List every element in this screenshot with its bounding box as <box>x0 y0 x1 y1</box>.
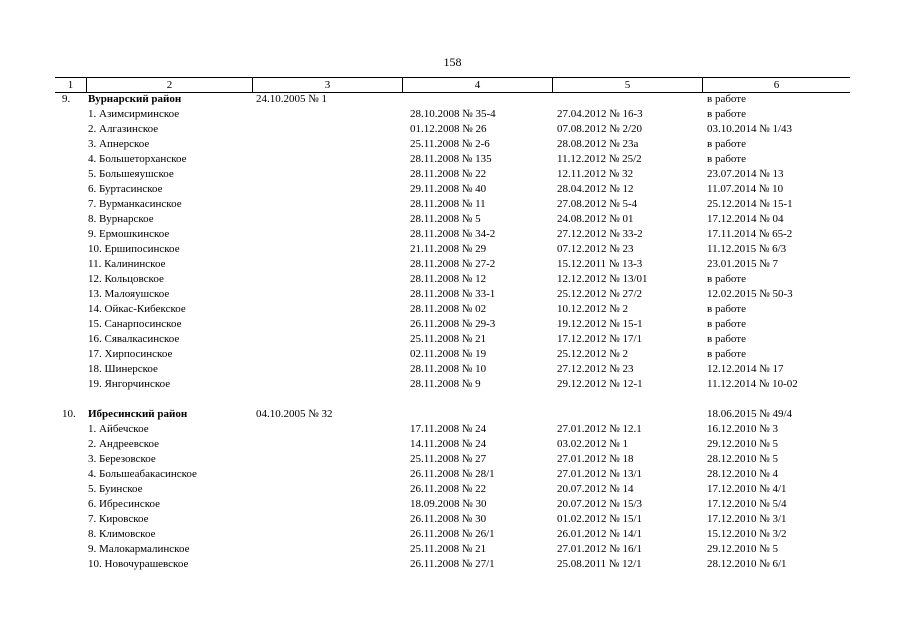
settlement-col4: 26.11.2008 № 22 <box>410 483 487 495</box>
settlement-col6: 17.12.2010 № 4/1 <box>707 483 787 495</box>
settlement-col6: 11.12.2014 № 10-02 <box>707 378 798 390</box>
district-number: 10. <box>62 408 76 420</box>
column-header-1: 1 <box>67 79 74 91</box>
settlement-row <box>0 437 905 452</box>
settlement-name: 17. Хирпосинское <box>88 348 173 360</box>
settlement-row <box>0 362 905 377</box>
settlement-col5: 29.12.2012 № 12-1 <box>557 378 643 390</box>
settlement-col6: 11.07.2014 № 10 <box>707 183 784 195</box>
settlement-name: 5. Большеяушское <box>88 168 174 180</box>
district-col3: 04.10.2005 № 32 <box>256 408 333 420</box>
settlement-name: 2. Андреевское <box>88 438 160 450</box>
settlement-col5: 27.01.2012 № 16/1 <box>557 543 643 555</box>
settlement-col4: 28.11.2008 № 135 <box>410 153 492 165</box>
settlement-name: 9. Малокармалинское <box>88 543 190 555</box>
settlement-col5: 07.12.2012 № 23 <box>557 243 634 255</box>
page-number: 158 <box>443 55 462 69</box>
settlement-row <box>0 152 905 167</box>
settlement-col5: 12.12.2012 № 13/01 <box>557 273 648 285</box>
settlement-col4: 18.09.2008 № 30 <box>410 498 487 510</box>
settlement-col5: 28.04.2012 № 12 <box>557 183 634 195</box>
settlement-col5: 20.07.2012 № 14 <box>557 483 634 495</box>
settlement-col6: 17.11.2014 № 65-2 <box>707 228 793 240</box>
settlement-col5: 26.01.2012 № 14/1 <box>557 528 643 540</box>
table-body <box>0 92 905 572</box>
settlement-name: 12. Кольцовское <box>88 273 164 285</box>
column-header-3: 3 <box>252 78 402 92</box>
settlement-col4: 28.11.2008 № 11 <box>410 198 486 210</box>
settlement-col6: 29.12.2010 № 5 <box>707 543 778 555</box>
settlement-col5: 25.08.2011 № 12/1 <box>557 558 642 570</box>
settlement-col5: 01.02.2012 № 15/1 <box>557 513 643 525</box>
settlement-row <box>0 527 905 542</box>
district-col6: в работе <box>707 93 746 105</box>
settlement-name: 7. Кировское <box>88 513 149 525</box>
settlement-row <box>0 512 905 527</box>
settlement-row <box>0 317 905 332</box>
settlement-col4: 26.11.2008 № 29-3 <box>410 318 496 330</box>
settlement-col5: 12.11.2012 № 32 <box>557 168 634 180</box>
settlement-col4: 28.11.2008 № 9 <box>410 378 481 390</box>
settlement-col6: 17.12.2010 № 3/1 <box>707 513 787 525</box>
settlement-col4: 26.11.2008 № 28/1 <box>410 468 495 480</box>
settlement-col4: 28.11.2008 № 10 <box>410 363 487 375</box>
settlement-row <box>0 287 905 302</box>
settlement-col5: 03.02.2012 № 1 <box>557 438 628 450</box>
settlement-col6: 23.01.2015 № 7 <box>707 258 778 270</box>
settlement-row <box>0 347 905 362</box>
settlement-col6: 17.12.2010 № 5/4 <box>707 498 787 510</box>
settlement-col6: 15.12.2010 № 3/2 <box>707 528 787 540</box>
settlement-row <box>0 242 905 257</box>
settlement-col4: 28.11.2008 № 12 <box>410 273 487 285</box>
settlement-col5: 15.12.2011 № 13-3 <box>557 258 643 270</box>
settlement-col4: 28.11.2008 № 5 <box>410 213 481 225</box>
settlement-col4: 25.11.2008 № 21 <box>410 333 487 345</box>
settlement-col6: 28.12.2010 № 5 <box>707 453 778 465</box>
settlement-col4: 26.11.2008 № 26/1 <box>410 528 495 540</box>
settlement-col4: 25.11.2008 № 27 <box>410 453 487 465</box>
settlement-col4: 28.10.2008 № 35-4 <box>410 108 496 120</box>
settlement-name: 18. Шинерское <box>88 363 158 375</box>
district-row <box>0 407 905 422</box>
settlement-col4: 29.11.2008 № 40 <box>410 183 487 195</box>
settlement-name: 8. Климовское <box>88 528 156 540</box>
settlement-col5: 27.04.2012 № 16-3 <box>557 108 643 120</box>
settlement-col6: в работе <box>707 273 746 285</box>
settlement-col4: 28.11.2008 № 33-1 <box>410 288 496 300</box>
settlement-col4: 01.12.2008 № 26 <box>410 123 487 135</box>
settlement-col5: 27.12.2012 № 33-2 <box>557 228 643 240</box>
column-header-4: 4 <box>402 78 552 92</box>
settlement-col5: 11.12.2012 № 25/2 <box>557 153 642 165</box>
settlement-col4: 28.11.2008 № 34-2 <box>410 228 496 240</box>
settlement-col5: 17.12.2012 № 17/1 <box>557 333 643 345</box>
settlement-col5: 20.07.2012 № 15/3 <box>557 498 643 510</box>
settlement-col6: 28.12.2010 № 6/1 <box>707 558 787 570</box>
settlement-col6: 11.12.2015 № 6/3 <box>707 243 787 255</box>
settlement-row <box>0 467 905 482</box>
settlement-col6: 23.07.2014 № 13 <box>707 168 784 180</box>
settlement-name: 1. Азимсирминское <box>88 108 180 120</box>
settlement-name: 6. Ибресинское <box>88 498 161 510</box>
settlement-name: 3. Апнерское <box>88 138 150 150</box>
section-gap <box>0 392 905 407</box>
district-name: Ибресинский район <box>88 408 188 420</box>
settlement-col4: 26.11.2008 № 30 <box>410 513 487 525</box>
settlement-col4: 17.11.2008 № 24 <box>410 423 487 435</box>
settlement-name: 3. Березовское <box>88 453 156 465</box>
settlement-name: 14. Ойкас-Кибекское <box>88 303 186 315</box>
settlement-name: 7. Вурманкасинское <box>88 198 182 210</box>
settlement-col4: 28.11.2008 № 22 <box>410 168 487 180</box>
settlement-name: 10. Новочурашевское <box>88 558 189 570</box>
settlement-col5: 25.12.2012 № 2 <box>557 348 628 360</box>
settlement-col5: 25.12.2012 № 27/2 <box>557 288 643 300</box>
settlement-col4: 28.11.2008 № 27-2 <box>410 258 496 270</box>
settlement-col4: 28.11.2008 № 02 <box>410 303 487 315</box>
settlement-col5: 10.12.2012 № 2 <box>557 303 628 315</box>
settlement-col5: 19.12.2012 № 15-1 <box>557 318 643 330</box>
settlement-col4: 14.11.2008 № 24 <box>410 438 487 450</box>
settlement-col6: в работе <box>707 153 746 165</box>
settlement-row <box>0 272 905 287</box>
settlement-name: 4. Большеабакасинское <box>88 468 197 480</box>
column-header-5: 5 <box>552 78 702 92</box>
settlement-name: 5. Буинское <box>88 483 143 495</box>
settlement-col5: 24.08.2012 № 01 <box>557 213 634 225</box>
settlement-col6: в работе <box>707 303 746 315</box>
settlement-row <box>0 422 905 437</box>
district-row <box>0 92 905 107</box>
settlement-name: 8. Вурнарское <box>88 213 154 225</box>
settlement-col5: 27.01.2012 № 13/1 <box>557 468 643 480</box>
settlement-col4: 02.11.2008 № 19 <box>410 348 487 360</box>
settlement-row <box>0 212 905 227</box>
settlement-name: 2. Алгазинское <box>88 123 159 135</box>
settlement-col4: 21.11.2008 № 29 <box>410 243 487 255</box>
settlement-name: 16. Сявалкасинское <box>88 333 180 345</box>
settlement-col4: 25.11.2008 № 2-6 <box>410 138 490 150</box>
settlement-row <box>0 107 905 122</box>
settlement-row <box>0 557 905 572</box>
settlement-col6: в работе <box>707 348 746 360</box>
settlement-row <box>0 182 905 197</box>
settlement-name: 9. Ермошкинское <box>88 228 170 240</box>
district-name: Вурнарский район <box>88 93 182 105</box>
settlement-row <box>0 377 905 392</box>
settlement-col6: 29.12.2010 № 5 <box>707 438 778 450</box>
settlement-row <box>0 122 905 137</box>
settlement-row <box>0 197 905 212</box>
settlement-col6: 03.10.2014 № 1/43 <box>707 123 793 135</box>
settlement-row <box>0 167 905 182</box>
settlement-name: 13. Малояушское <box>88 288 170 300</box>
settlement-row <box>0 482 905 497</box>
settlement-col6: 16.12.2010 № 3 <box>707 423 778 435</box>
settlement-col4: 26.11.2008 № 27/1 <box>410 558 495 570</box>
settlement-col6: в работе <box>707 333 746 345</box>
settlement-row <box>0 332 905 347</box>
settlement-col4: 25.11.2008 № 21 <box>410 543 487 555</box>
settlement-col6: в работе <box>707 318 746 330</box>
settlement-name: 10. Ершипосинское <box>88 243 180 255</box>
settlement-row <box>0 302 905 317</box>
district-col6: 18.06.2015 № 49/4 <box>707 408 793 420</box>
settlement-col5: 28.08.2012 № 23а <box>557 138 639 150</box>
settlement-col5: 27.12.2012 № 23 <box>557 363 634 375</box>
settlement-col5: 27.08.2012 № 5-4 <box>557 198 638 210</box>
settlement-name: 4. Большеторханское <box>88 153 187 165</box>
settlement-col5: 27.01.2012 № 12.1 <box>557 423 642 435</box>
settlement-col6: 12.02.2015 № 50-3 <box>707 288 793 300</box>
settlement-col6: 28.12.2010 № 4 <box>707 468 778 480</box>
settlement-row <box>0 452 905 467</box>
settlement-col6: в работе <box>707 108 746 120</box>
settlement-col6: 12.12.2014 № 17 <box>707 363 784 375</box>
district-col3: 24.10.2005 № 1 <box>256 93 327 105</box>
district-number: 9. <box>62 93 71 105</box>
settlement-name: 19. Янгорчинское <box>88 378 171 390</box>
column-header-2: 2 <box>86 78 252 92</box>
settlement-row <box>0 497 905 512</box>
settlement-row <box>0 257 905 272</box>
column-header-6: 6 <box>702 78 850 92</box>
settlement-col5: 07.08.2012 № 2/20 <box>557 123 643 135</box>
settlement-name: 1. Айбечское <box>88 423 149 435</box>
table-header <box>55 77 850 93</box>
settlement-name: 11. Калининское <box>88 258 166 270</box>
settlement-row <box>0 227 905 242</box>
settlement-col5: 27.01.2012 № 18 <box>557 453 634 465</box>
settlement-name: 15. Санарпосинское <box>88 318 182 330</box>
settlement-row <box>0 137 905 152</box>
settlement-row <box>0 542 905 557</box>
settlement-col6: 25.12.2014 № 15-1 <box>707 198 793 210</box>
settlement-name: 6. Буртасинское <box>88 183 163 195</box>
settlement-col6: 17.12.2014 № 04 <box>707 213 784 225</box>
settlement-col6: в работе <box>707 138 746 150</box>
